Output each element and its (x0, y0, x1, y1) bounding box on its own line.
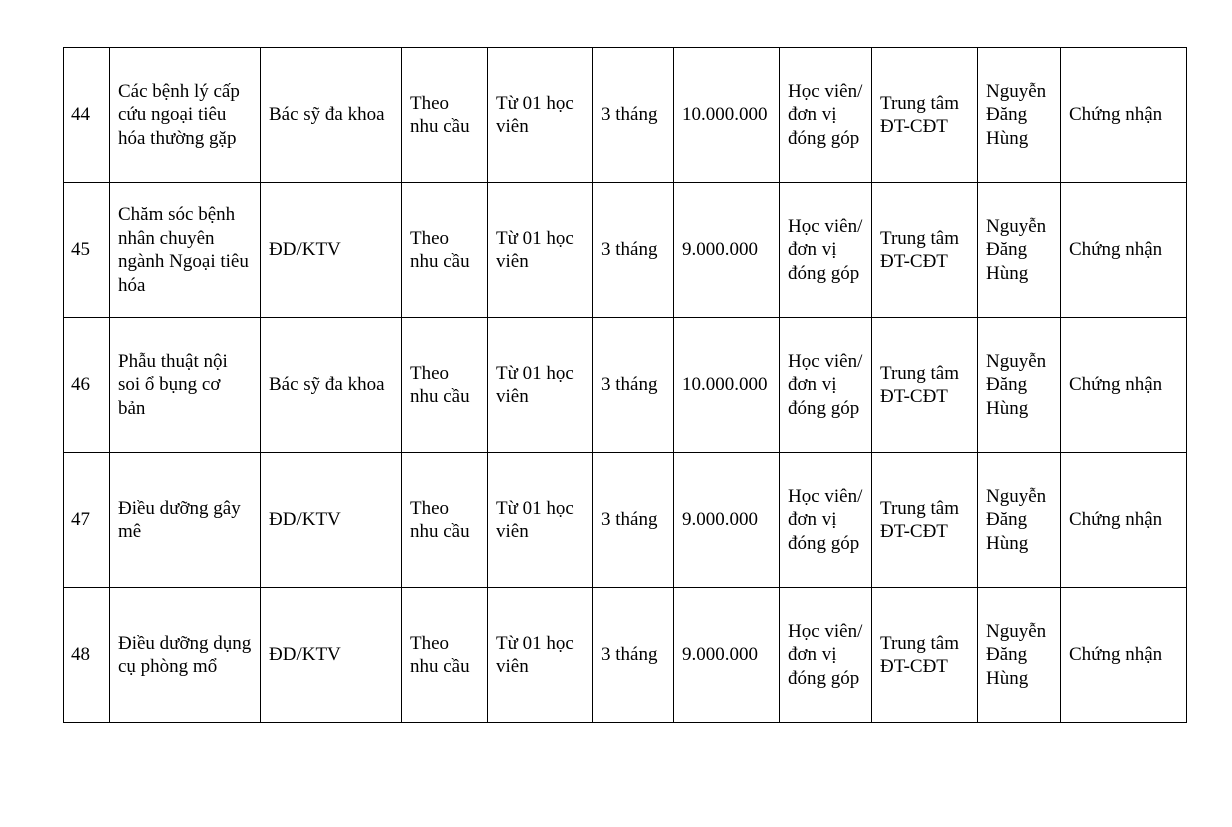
enrollment: Từ 01 học viên (488, 183, 593, 318)
certificate: Chứng nhận (1061, 453, 1187, 588)
table-row (64, 48, 1187, 183)
payer: Học viên/ đơn vị đóng góp (780, 453, 872, 588)
schedule: Theo nhu cầu (402, 588, 488, 723)
organizer: Trung tâm ĐT-CĐT (872, 48, 978, 183)
table-body (64, 48, 1187, 723)
target-audience: ĐD/KTV (261, 183, 402, 318)
target-audience: ĐD/KTV (261, 453, 402, 588)
certificate: Chứng nhận (1061, 48, 1187, 183)
instructor: Nguyễn Đăng Hùng (978, 183, 1061, 318)
schedule: Theo nhu cầu (402, 318, 488, 453)
enrollment: Từ 01 học viên (488, 588, 593, 723)
table-row (64, 588, 1187, 723)
organizer: Trung tâm ĐT-CĐT (872, 588, 978, 723)
organizer: Trung tâm ĐT-CĐT (872, 453, 978, 588)
row-number: 48 (64, 588, 110, 723)
fee: 10.000.000 (674, 318, 780, 453)
duration: 3 tháng (593, 318, 674, 453)
row-number: 44 (64, 48, 110, 183)
organizer: Trung tâm ĐT-CĐT (872, 183, 978, 318)
instructor: Nguyễn Đăng Hùng (978, 453, 1061, 588)
duration: 3 tháng (593, 453, 674, 588)
enrollment: Từ 01 học viên (488, 453, 593, 588)
duration: 3 tháng (593, 48, 674, 183)
course-name: Điều dưỡng dụng cụ phòng mổ (110, 588, 261, 723)
fee: 10.000.000 (674, 48, 780, 183)
schedule: Theo nhu cầu (402, 183, 488, 318)
duration: 3 tháng (593, 588, 674, 723)
table-row (64, 453, 1187, 588)
enrollment: Từ 01 học viên (488, 318, 593, 453)
table-row (64, 318, 1187, 453)
payer: Học viên/ đơn vị đóng góp (780, 183, 872, 318)
row-number: 47 (64, 453, 110, 588)
payer: Học viên/ đơn vị đóng góp (780, 48, 872, 183)
fee: 9.000.000 (674, 183, 780, 318)
certificate: Chứng nhận (1061, 183, 1187, 318)
schedule: Theo nhu cầu (402, 453, 488, 588)
target-audience: ĐD/KTV (261, 588, 402, 723)
fee: 9.000.000 (674, 453, 780, 588)
payer: Học viên/ đơn vị đóng góp (780, 318, 872, 453)
course-table (63, 47, 1187, 723)
instructor: Nguyễn Đăng Hùng (978, 48, 1061, 183)
course-name: Điều dưỡng gây mê (110, 453, 261, 588)
row-number: 46 (64, 318, 110, 453)
course-name: Phẫu thuật nội soi ổ bụng cơ bản (110, 318, 261, 453)
payer: Học viên/ đơn vị đóng góp (780, 588, 872, 723)
table-row (64, 183, 1187, 318)
schedule: Theo nhu cầu (402, 48, 488, 183)
instructor: Nguyễn Đăng Hùng (978, 588, 1061, 723)
course-name: Các bệnh lý cấp cứu ngoại tiêu hóa thường gặp (110, 48, 261, 183)
course-name: Chăm sóc bệnh nhân chuyên ngành Ngoại tiêu hóa (110, 183, 261, 318)
target-audience: Bác sỹ đa khoa (261, 48, 402, 183)
certificate: Chứng nhận (1061, 588, 1187, 723)
fee: 9.000.000 (674, 588, 780, 723)
instructor: Nguyễn Đăng Hùng (978, 318, 1061, 453)
duration: 3 tháng (593, 183, 674, 318)
certificate: Chứng nhận (1061, 318, 1187, 453)
row-number: 45 (64, 183, 110, 318)
target-audience: Bác sỹ đa khoa (261, 318, 402, 453)
organizer: Trung tâm ĐT-CĐT (872, 318, 978, 453)
enrollment: Từ 01 học viên (488, 48, 593, 183)
